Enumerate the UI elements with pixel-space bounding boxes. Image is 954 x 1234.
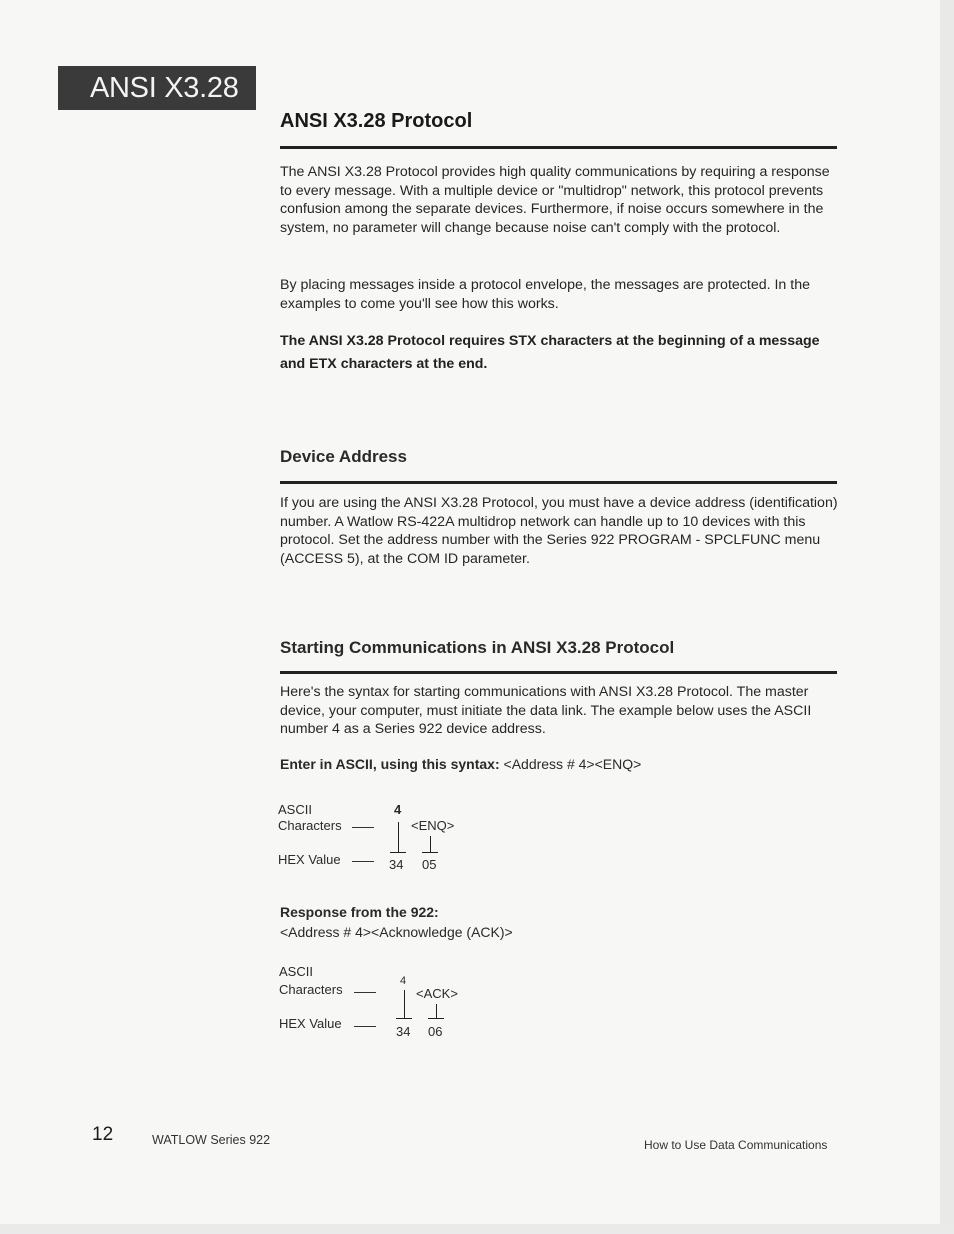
hex-address: 34 bbox=[389, 857, 404, 872]
char-enq-base bbox=[422, 852, 438, 853]
ascii-label: ASCII bbox=[278, 802, 312, 817]
char-address-base bbox=[396, 1018, 412, 1019]
footer-product: WATLOW Series 922 bbox=[152, 1133, 271, 1147]
hex-label: HEX Value bbox=[278, 852, 341, 867]
response-syntax: <Address # 4><Acknowledge (ACK)> bbox=[280, 924, 513, 940]
char-ack-tick bbox=[436, 1004, 437, 1018]
char-address: 4 bbox=[394, 802, 402, 817]
page-title: ANSI X3.28 Protocol bbox=[280, 110, 473, 132]
characters-label: Characters bbox=[278, 818, 342, 833]
char-address: 4 bbox=[400, 975, 407, 987]
hex-label: HEX Value bbox=[279, 1016, 342, 1031]
starting-rule bbox=[280, 671, 837, 674]
hex-enq: 05 bbox=[422, 857, 437, 872]
char-ack-base bbox=[428, 1018, 444, 1019]
device-address-heading: Device Address bbox=[280, 447, 407, 466]
hex-leader bbox=[354, 1026, 376, 1027]
char-address-tick bbox=[398, 822, 399, 852]
characters-leader bbox=[352, 827, 374, 828]
characters-label: Characters bbox=[279, 982, 343, 997]
char-address-tick bbox=[404, 990, 405, 1018]
page-bottom-shadow bbox=[0, 1224, 954, 1234]
section-tab: ANSI X3.28 bbox=[58, 66, 256, 110]
footer-chapter: How to Use Data Communications bbox=[644, 1138, 828, 1152]
title-rule bbox=[280, 146, 837, 149]
ascii-label: ASCII bbox=[279, 964, 313, 979]
char-enq-tick bbox=[430, 836, 431, 852]
response-label: Response from the 922: bbox=[280, 904, 439, 920]
enter-syntax: <Address # 4><ENQ> bbox=[503, 756, 642, 772]
protocol-note: The ANSI X3.28 Protocol requires STX characters at the beginning of a message and ETX characters at the end. bbox=[280, 333, 820, 372]
hex-ack: 06 bbox=[428, 1024, 443, 1039]
device-address-text: If you are using the ANSI X3.28 Protocol, you must have a device address (identification) number. A Watlow RS-422A multidrop network can handle up to 10 devices with this protocol. Set the address number with the Series 922 PROGRAM - SPCLFUNC menu (ACCESS 5), at the COM ID parameter. bbox=[280, 495, 838, 567]
page-edge-shadow bbox=[940, 0, 954, 1234]
hex-leader bbox=[352, 861, 374, 862]
starting-heading: Starting Communications in ANSI X3.28 Protocol bbox=[280, 638, 675, 657]
page-number: 12 bbox=[92, 1124, 114, 1145]
char-ack: <ACK> bbox=[416, 986, 458, 1001]
enter-label: Enter in ASCII, using this syntax: bbox=[280, 756, 500, 772]
char-enq: <ENQ> bbox=[411, 818, 455, 833]
hex-address: 34 bbox=[396, 1024, 411, 1039]
starting-text: Here's the syntax for starting communications with ANSI X3.28 Protocol. The master device, your computer, must initiate the data link. The example below uses the ASCII number 4 as a Series 922 device address. bbox=[280, 684, 812, 738]
char-address-base bbox=[390, 852, 406, 853]
enter-syntax-line bbox=[280, 756, 641, 772]
intro-paragraph-1: The ANSI X3.28 Protocol provides high quality communications by requiring a response to every message. With a multiple device or "multidrop" network, this protocol prevents confusion among the separate devices. Furthermore, if noise occurs somewhere in the system, no parameter will change because noise can't comply with the protocol. bbox=[280, 164, 830, 236]
characters-leader bbox=[354, 992, 376, 993]
intro-paragraph-2: By placing messages inside a protocol envelope, the messages are protected. In the examples to come you'll see how this works. bbox=[280, 277, 810, 312]
device-address-rule bbox=[280, 481, 837, 484]
